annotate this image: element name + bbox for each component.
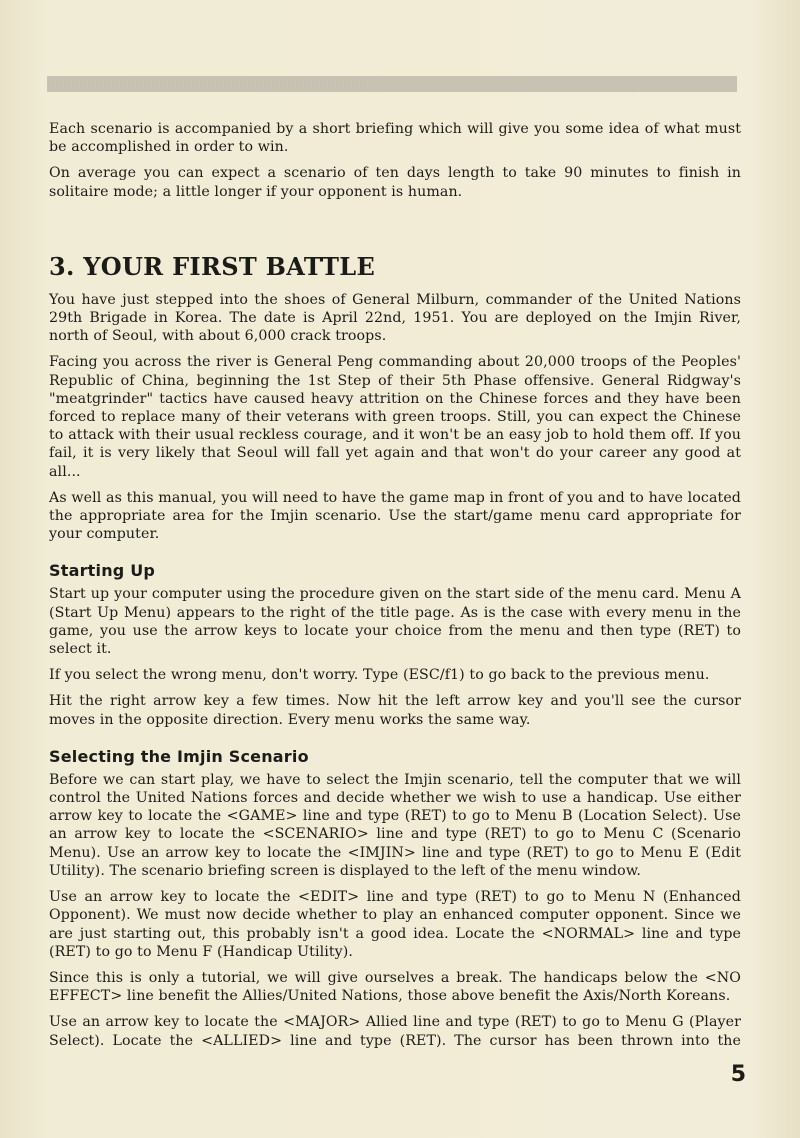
page-content xyxy=(49,120,741,1058)
selecting-paragraph-3: Since this is only a tutorial, we will give ourselves a break. The handicaps below the <NO EFFECT> line benefit the Allies/United Nations, those above benefit the Axis/North Koreans. xyxy=(49,969,741,1005)
intro-paragraph-1: Each scenario is accompanied by a short briefing which will give you some idea of what must be accomplished in order to win. xyxy=(49,121,741,156)
selecting-scenario-heading: Selecting the Imjin Scenario xyxy=(49,746,309,766)
section-paragraph-2: Facing you across the river is General Peng commanding about 20,000 troops of the Peoples' Republic of China, beginning the 1st Step of their 5th Phase offensive. General Ridgway's "meatgrinder" tactics have caused heavy attrition on the Chinese forces and they have been forced to replace many of their veterans with green troops. Still, you can expect the Chinese to attack with their usual reckless courage, and it won't be an easy job to hold them off. If you fail, it is very likely that Seoul will fall yet again and that won't do your career any good at all... xyxy=(49,354,741,480)
selecting-paragraph-2: Use an arrow key to locate the <EDIT> line and type (RET) to go to Menu N (Enhanced Opponent). We must now decide whether to play an enhanced computer opponent. Since we are just starting out, this probably isn't a good idea. Locate the <NORMAL> line and type (RET) to go to Menu F (Handicap Utility). xyxy=(49,889,741,960)
selecting-paragraph-1: Before we can start play, we have to select the Imjin scenario, tell the computer that we will control the United Nations forces and decide whether we wish to use a handicap. Use either arrow key to locate the <GAME> line and type (RET) to go to Menu B (Location Select). Use an arrow key to locate the <SCENARIO> line and type (RET) to go to Menu C (Scenario Menu). Use an arrow key to locate the <IMJIN> line and type (RET) to go to Menu E (Edit Utility). The scenario briefing screen is displayed to the left of the menu window. xyxy=(49,771,741,879)
header-rule xyxy=(47,76,737,92)
starting-up-paragraph-3: Hit the right arrow key a few times. Now hit the left arrow key and you'll see the cursor moves in the opposite direction. Every menu works the same way. xyxy=(49,693,741,728)
starting-up-paragraph-1: Start up your computer using the procedure given on the start side of the menu card. Menu A (Start Up Menu) appears to the right of the title page. As is the case with every menu in the game, you use the arrow keys to locate your choice from the menu and then type (RET) to select it. xyxy=(49,586,741,658)
intro-paragraph-2: On average you can expect a scenario of ten days length to take 90 minutes to finish in solitaire mode; a little longer if your opponent is human. xyxy=(49,165,741,200)
section-paragraph-3: As well as this manual, you will need to have the game map in front of you and to have located the appropriate area for the Imjin scenario. Use the start/game menu card appropriate for your computer. xyxy=(49,489,741,543)
section-title: 3. YOUR FIRST BATTLE xyxy=(49,251,376,281)
section-paragraph-1: You have just stepped into the shoes of General Milburn, commander of the United Nations 29th Brigade in Korea. The date is April 22nd, 1951. You are deployed on the Imjin River, north of Seoul, with about 6,000 crack troops. xyxy=(49,291,741,345)
starting-up-paragraph-2: If you select the wrong menu, don't worry. Type (ESC/f1) to go back to the previous menu. xyxy=(49,667,710,684)
starting-up-heading: Starting Up xyxy=(49,561,156,581)
selecting-paragraph-4: Use an arrow key to locate the <MAJOR> Allied line and type (RET) to go to Menu G (Player Select). Locate the <ALLIED> line and type (RET). The cursor has been thrown into the xyxy=(49,1014,741,1049)
page-number: 5 xyxy=(730,1062,746,1087)
